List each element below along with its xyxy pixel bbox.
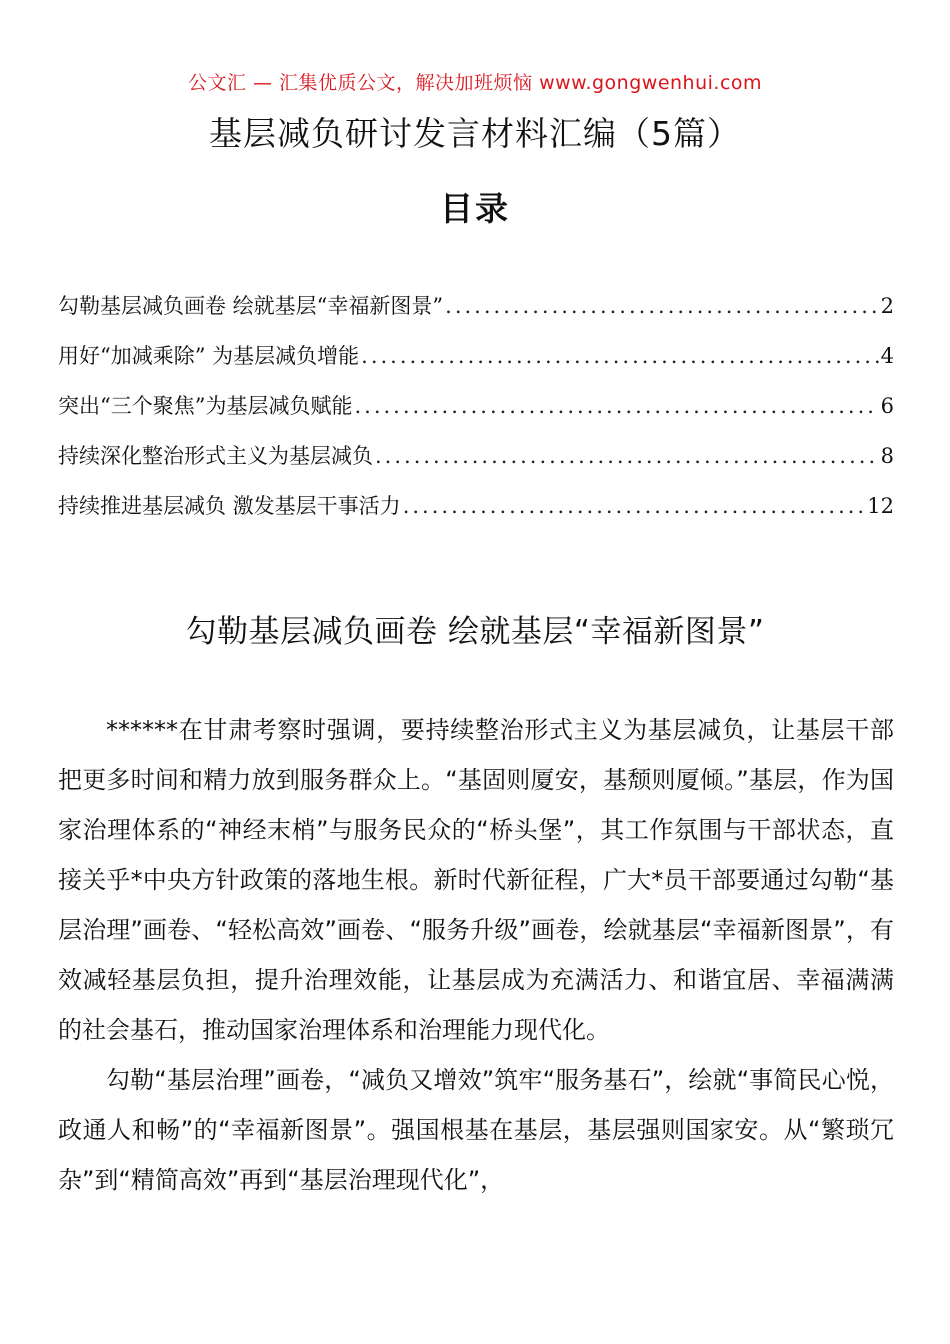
toc-entry-title: 持续深化整治形式主义为基层减负	[58, 444, 373, 468]
toc-dot-leader	[445, 286, 878, 326]
watermark-banner: 公文汇 — 汇集优质公文，解决加班烦恼 www.gongwenhui.com	[187, 72, 763, 94]
toc-dot-leader	[361, 336, 878, 376]
toc-entry-page: 8	[880, 444, 894, 468]
table-of-contents	[58, 286, 894, 536]
toc-entry[interactable]	[58, 386, 894, 436]
toc-entry[interactable]	[58, 286, 894, 336]
article-paragraph: 勾勒“基层治理”画卷，“减负又增效”筑牢“服务基石”，绘就“事简民心悦，政通人和畅”的“幸福新图景”。强国根基在基层，基层强则国家安。从“繁琐冗杂”到“精简高效”再到“基层治理现代化”，	[58, 1066, 894, 1194]
toc-entry-page: 2	[880, 294, 894, 318]
article-paragraph: ******在甘肃考察时强调，要持续整治形式主义为基层减负，让基层干部把更多时间和精力放到服务群众上。“基固则厦安，基颓则厦倾。”基层，作为国家治理体系的“神经末梢”与服务民众的“桥头堡”，其工作氛围与干部状态，直接关乎*中央方针政策的落地生根。新时代新征程，广大*员干部要通过勾勒“基层治理”画卷、“轻松高效”画卷、“服务升级”画卷，绘就基层“幸福新图景”，有效减轻基层负担，提升治理效能，让基层成为充满活力、和谐宜居、幸福满满的社会基石，推动国家治理体系和治理能力现代化。	[58, 716, 894, 1044]
toc-entry-page: 4	[880, 344, 894, 368]
toc-entry-title: 用好“加减乘除” 为基层减负增能	[58, 344, 360, 368]
toc-entry[interactable]	[58, 336, 894, 386]
toc-entry-title: 持续推进基层减负 激发基层干事活力	[58, 494, 401, 518]
toc-dot-leader	[375, 436, 879, 476]
article-title: 勾勒基层减负画卷 绘就基层“幸福新图景”	[185, 614, 765, 650]
toc-heading: 目录	[440, 189, 510, 228]
toc-dot-leader	[403, 486, 866, 526]
article-body	[58, 705, 894, 1205]
toc-entry-title: 突出“三个聚焦”为基层减负赋能	[58, 394, 353, 418]
toc-entry-page: 12	[867, 494, 894, 518]
toc-dot-leader	[354, 386, 878, 426]
toc-entry-title: 勾勒基层减负画卷 绘就基层“幸福新图景”	[58, 294, 444, 318]
document-title: 基层减负研讨发言材料汇编（5篇）	[209, 114, 741, 153]
toc-entry[interactable]	[58, 486, 894, 536]
toc-entry-page: 6	[880, 394, 894, 418]
toc-entry[interactable]	[58, 436, 894, 486]
